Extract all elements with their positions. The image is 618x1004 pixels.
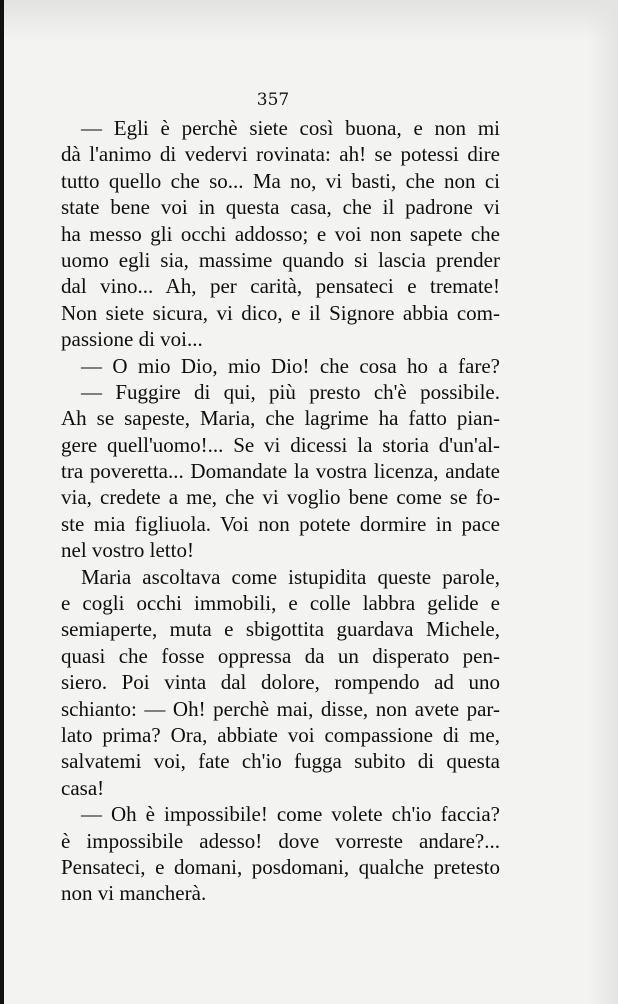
text-line: state bene voi in questa casa, che il padrone vi [61,195,500,220]
page-shadow-top [0,0,618,40]
text-line: dà l'animo di vedervi rovinata: ah! se potessi dire [61,142,500,167]
text-line: dal vino... Ah, per carità, pensateci e tremate! [61,274,500,299]
text-line: è impossibile adesso! dove vorreste andare?... [61,828,500,853]
text-line: — Oh è impossibile! come volete ch'io faccia? [81,802,500,827]
text-line: nel vostro letto! [61,538,194,563]
text-line: uomo egli sia, massime quando si lascia prender [61,247,500,272]
text-line: salvatemi voi, fate ch'io fugga subito di questa [61,749,500,774]
text-line: tra poveretta... Domandate la vostra licenza, andate [61,459,500,484]
text-line: non vi mancherà. [61,881,207,906]
text-line: casa! [61,775,105,800]
body-text [61,115,500,907]
text-line: lato prima? Ora, abbiate voi compassione di me, [61,722,500,747]
text-line: — Egli è perchè siete così buona, e non mi [81,116,500,140]
text-line: Ah se sapeste, Maria, che lagrime ha fatto pian- [61,406,500,431]
text-line: gere quell'uomo!... Se vi dicessi la storia d'un'al- [61,432,500,457]
text-line: e cogli occhi immobili, e colle labbra gelide e [61,591,500,616]
text-line: passione di voi... [61,327,203,352]
text-line: — Fuggire di qui, più presto ch'è possibile. [81,379,500,404]
text-line: quasi che fosse oppressa da un disperato pen- [61,643,500,668]
text-line: ha messo gli occhi addosso; e voi non sapete che [61,221,500,246]
text-line: ste mia figliuola. Voi non potete dormire in pace [61,511,500,536]
text-line: Maria ascoltava come istupidita queste parole, [81,564,500,589]
text-line: semiaperte, muta e sbigottita guardava Michele, [61,617,500,642]
text-line: tutto quello che so... Ma no, vi basti, che non ci [61,168,500,193]
text-line: via, credete a me, che vi voglio bene come se fo- [61,485,500,510]
text-line: Pensateci, e domani, posdomani, qualche pretesto [61,854,500,879]
page-shadow-right [588,0,618,1004]
text-line: siero. Poi vinta dal dolore, rompendo ad uno [61,670,500,695]
text-line: schianto: — Oh! perchè mai, disse, non avete par- [61,696,500,721]
page-number: 357 [256,90,290,110]
binding-edge [0,0,4,1004]
text-line: Non siete sicura, vi dico, e il Signore abbia com- [61,300,500,325]
text-line: — O mio Dio, mio Dio! che cosa ho a fare? [81,353,500,378]
